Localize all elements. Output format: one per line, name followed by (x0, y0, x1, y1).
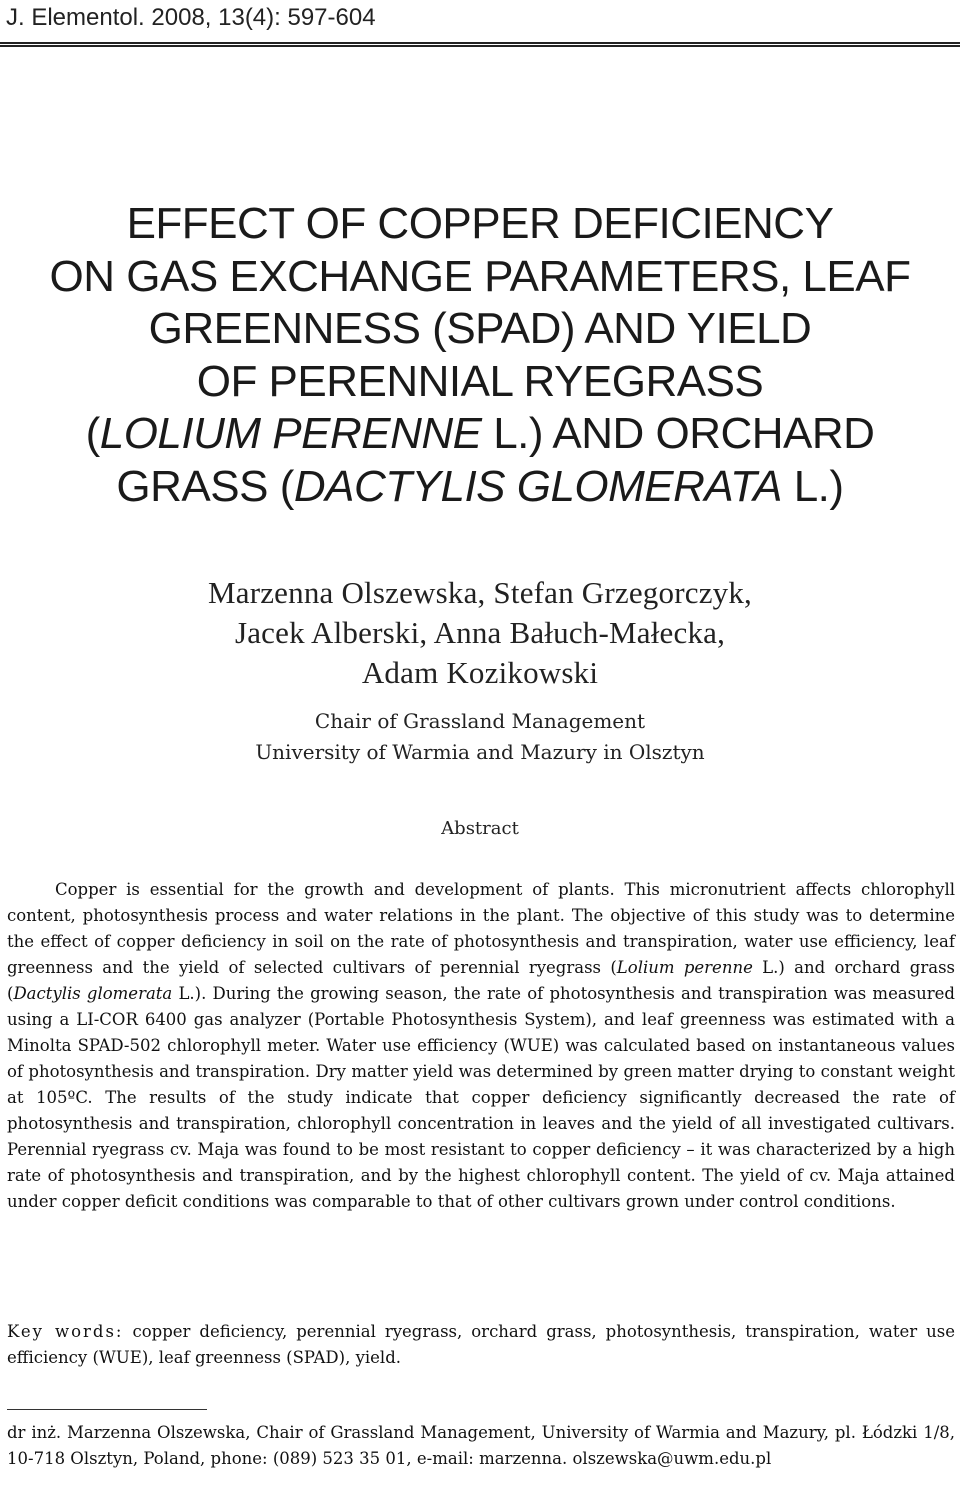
title-text: L.) (781, 461, 844, 511)
abstract-text-part: L.). During the growing season, the rate of photosynthesis and transpiration was measured using a LI-COR 6400 gas analyzer (Portable Photosynthesis System), and leaf greenness was estimated with a Minolta SPAD-502 chlorophyll meter. Water use efficiency (WUE) was calculated based on instantaneous values of photosynthesis and transpiration. Dry matter yield was determined by green matter drying to constant weight at 105ºC. The results of the study indicate that copper deficiency significantly decreased the rate of photosynthesis and transpiration, chlorophyll concentration in leaves and the yield of all investigated cultivars. Perennial ryegrass cv. Maja was found to be most resistant to copper deficiency – it was characterized by a high rate of photosynthesis and transpiration, and by the highest chlorophyll content. The yield of cv. Maja attained under copper deficit conditions was comparable to that of other cultivars grown under control conditions. (7, 984, 955, 1211)
title-text: ( (85, 409, 100, 458)
affiliation (0, 706, 960, 768)
author-line: Marzenna Olszewska, Stefan Grzegorczyk, (207, 575, 753, 610)
species-name: Dactylis glomerata (13, 984, 173, 1003)
abstract-text-part: L.) and orchard grass ( (7, 958, 955, 1003)
title-text: L.) AND ORCHARD (481, 409, 875, 458)
title-text: GRASS ( (116, 461, 294, 511)
keywords-text: copper deficiency, perennial ryegrass, orchard grass, photosynthesis, transpiration, water use efficiency (WUE), leaf greenness (SPAD), yield. (7, 1322, 955, 1367)
affiliation-line: University of Warmia and Mazury in Olsztyn (255, 740, 705, 764)
title-line: EFFECT OF COPPER DEFICIENCY (126, 199, 834, 248)
author-footnote: dr inż. Marzenna Olszewska, Chair of Grassland Management, University of Warmia and Mazury, pl. Łódzki 1/8, 10-718 Olsztyn, Poland, phone: (089) 523 35 01, e-mail: marzenna. olszewska@uwm.edu.pl (7, 1423, 955, 1468)
abstract-text-part: Copper is essential for the growth and development of plants. This micronutrient affects chlorophyll content, photosynthesis process and water relations in the plant. The objective of this study was to determine the effect of copper deficiency in soil on the rate of photosynthesis and transpiration, water use efficiency, leaf greenness and the yield of selected cultivars of perennial ryegrass ( (7, 880, 955, 977)
keywords-label: Key words: (7, 1322, 124, 1341)
header-rule (0, 42, 960, 47)
keywords (7, 1319, 955, 1371)
species-name: DACTYLIS GLOMERATA (293, 461, 782, 511)
affiliation-line: Chair of Grassland Management (314, 709, 646, 733)
author-line: Adam Kozikowski (361, 655, 599, 690)
footnote-rule (7, 1409, 207, 1410)
title-line (0, 408, 960, 461)
title-line (0, 461, 960, 514)
article-title (0, 198, 960, 513)
author-line: Jacek Alberski, Anna Bałuch-Małecka, (234, 615, 726, 650)
journal-reference: J. Elementol. 2008, 13(4): 597-604 (6, 4, 376, 31)
abstract-heading: Abstract (441, 818, 519, 839)
title-line: OF PERENNIAL RYEGRASS (196, 356, 764, 406)
title-line: GREENNESS (SPAD) AND YIELD (148, 304, 812, 353)
abstract-text (7, 877, 955, 1215)
title-line: ON GAS EXCHANGE PARAMETERS, LEAF (49, 251, 911, 301)
abstract-paragraph (7, 877, 955, 1215)
author-list (0, 573, 960, 693)
species-name: LOLIUM PERENNE (99, 409, 482, 458)
species-name: Lolium perenne (616, 958, 753, 977)
